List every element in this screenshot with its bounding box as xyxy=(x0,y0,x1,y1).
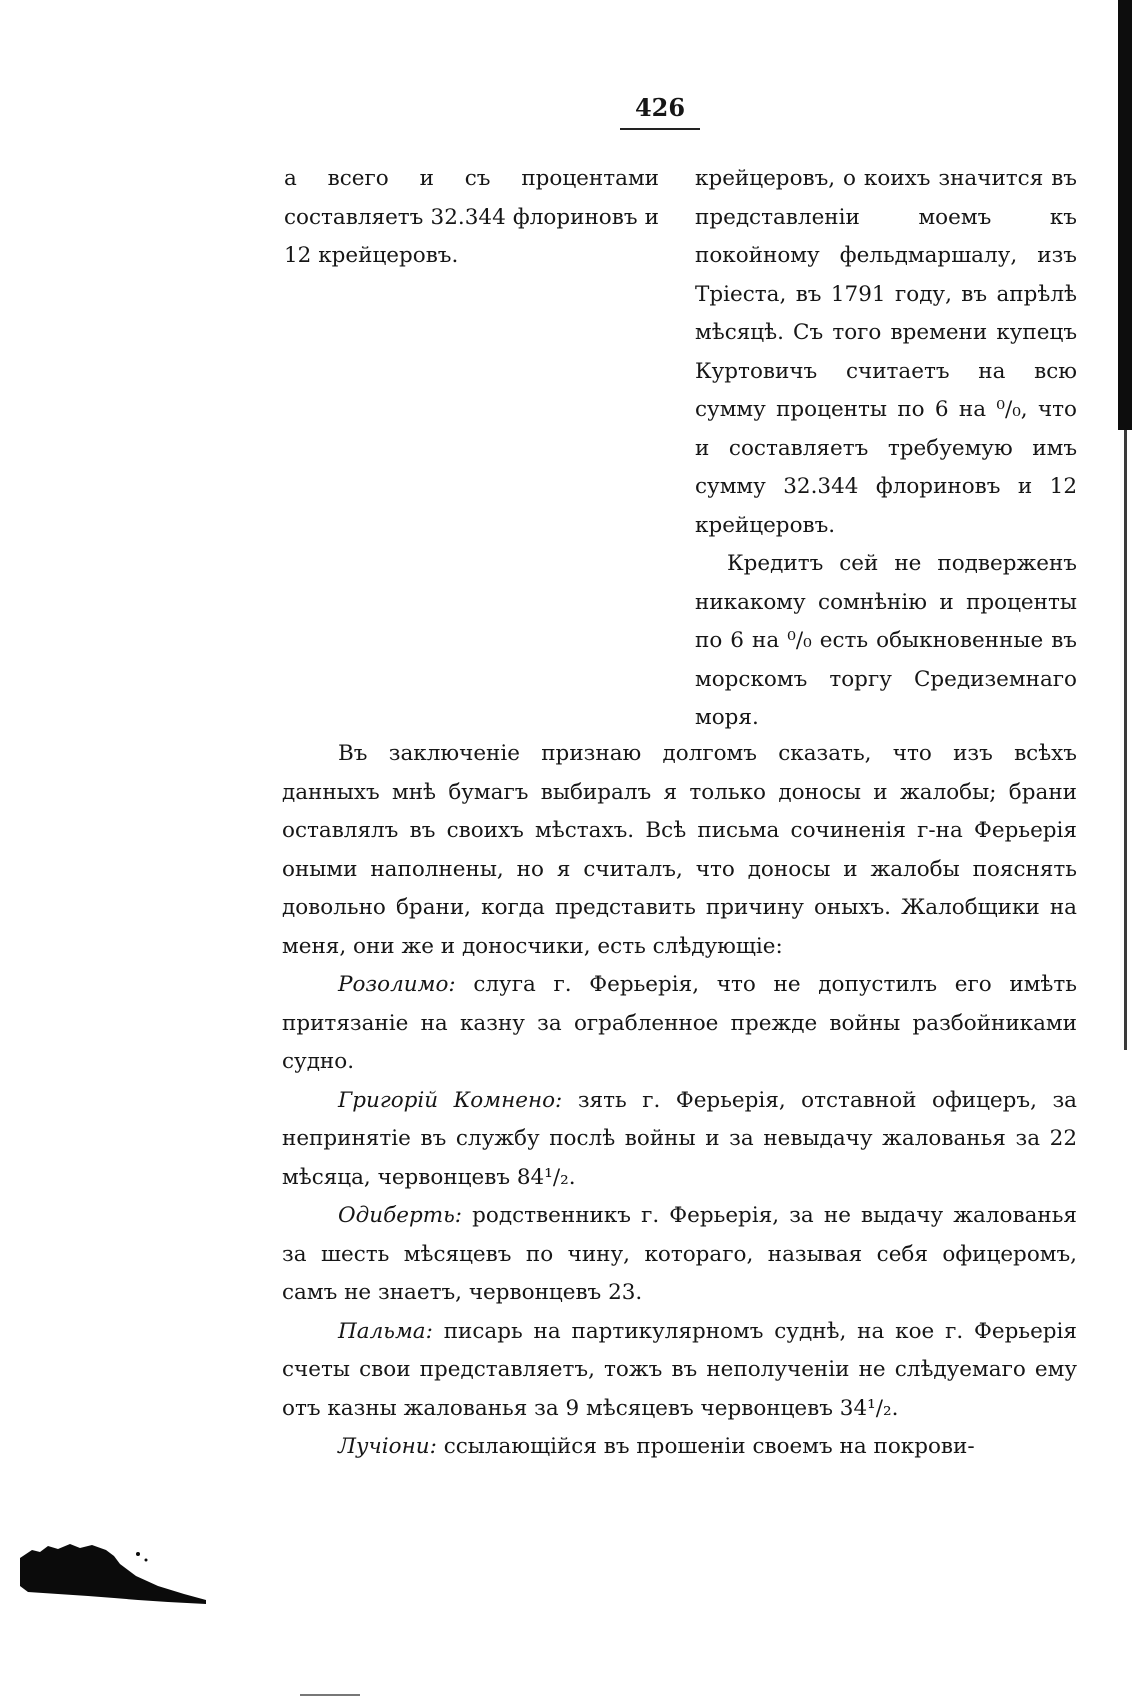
entry-text: ссылающійся въ прошеніи своемъ на покрови- xyxy=(436,1434,975,1459)
entry-paragraph xyxy=(282,1082,1077,1198)
left-column-text: а всего и съ процентами составляетъ 32.344 флориновъ и 12 крейцеровъ. xyxy=(284,166,659,268)
intro-paragraph: Въ заключеніе признаю долгомъ сказать, что изъ всѣхъ данныхъ мнѣ бумагъ выбиралъ я только доносы и жалобы; брани оставлялъ въ своихъ мѣстахъ. Всѣ письма сочиненія г-на Ферьерія оными наполнены, но я считалъ, что доносы и жалобы пояснять довольно брани, когда представить причину оныхъ. Жалобщики на меня, они же и доносчики, есть слѣдующіе: xyxy=(282,741,1077,959)
entry-name: Одиберть: xyxy=(338,1203,463,1228)
ink-blot-decoration xyxy=(18,1530,208,1610)
entry-name: Розолимо: xyxy=(338,972,456,997)
entry-paragraph xyxy=(282,966,1077,1082)
entry-paragraph xyxy=(282,1428,1077,1467)
entry-name: Пальма: xyxy=(338,1318,433,1344)
left-column xyxy=(284,160,659,276)
right-column xyxy=(695,160,1077,738)
entry-text: родственникъ г. Ферьерія, за не выдачу жалованья за шесть мѣсяцевъ по чину, котораго, называя себя офицеромъ, самъ не знаетъ, червонцевъ 23. xyxy=(282,1203,1077,1305)
scan-edge-shadow xyxy=(1118,0,1132,430)
right-column-paragraph: крейцеровъ, о коихъ значится въ представленіи моемъ къ покойному фельдмаршалу, изъ Тріеста, въ 1791 году, въ апрѣлѣ мѣсяцѣ. Съ того времени купецъ Куртовичъ считаетъ на всю сумму проценты по 6 на ⁰/₀, что и составляетъ требуемую имъ сумму 32.344 флориновъ и 12 крейцеровъ. xyxy=(695,166,1077,538)
page-number: 426 xyxy=(634,93,686,122)
entry-text: зять г. Ферьерія, отставной офицеръ, за непринятіе въ службу послѣ войны и за невыдачу жалованья за 22 мѣсяца, червонцевъ 84¹/₂. xyxy=(282,1087,1077,1190)
page-number-rule xyxy=(620,128,700,130)
entry-text: писарь на партикулярномъ суднѣ, на кое г. Ферьерія счеты свои представляетъ, тожъ въ неполученіи не слѣдуемаго ему отъ казны жалованья за 9 мѣсяцевъ червонцевъ 34¹/₂. xyxy=(282,1318,1077,1421)
body-text xyxy=(282,735,1077,1467)
entry-paragraph xyxy=(282,1313,1077,1429)
footer-mark xyxy=(300,1694,360,1696)
entry-paragraph xyxy=(282,1197,1077,1313)
scan-edge-line xyxy=(1124,430,1127,1050)
right-column-paragraph: Кредитъ сей не подверженъ никакому сомнѣнію и проценты по 6 на ⁰/₀ есть обыкновенные въ морскомъ торгу Средиземнаго моря. xyxy=(695,551,1077,730)
entry-text: слуга г. Ферьерія, что не допустилъ его имѣть притязаніе на казну за ограбленное прежде войны разбойниками судно. xyxy=(282,972,1077,1074)
entry-name: Лучіони: xyxy=(338,1434,437,1459)
entry-name: Григорій Комнено: xyxy=(338,1087,563,1113)
